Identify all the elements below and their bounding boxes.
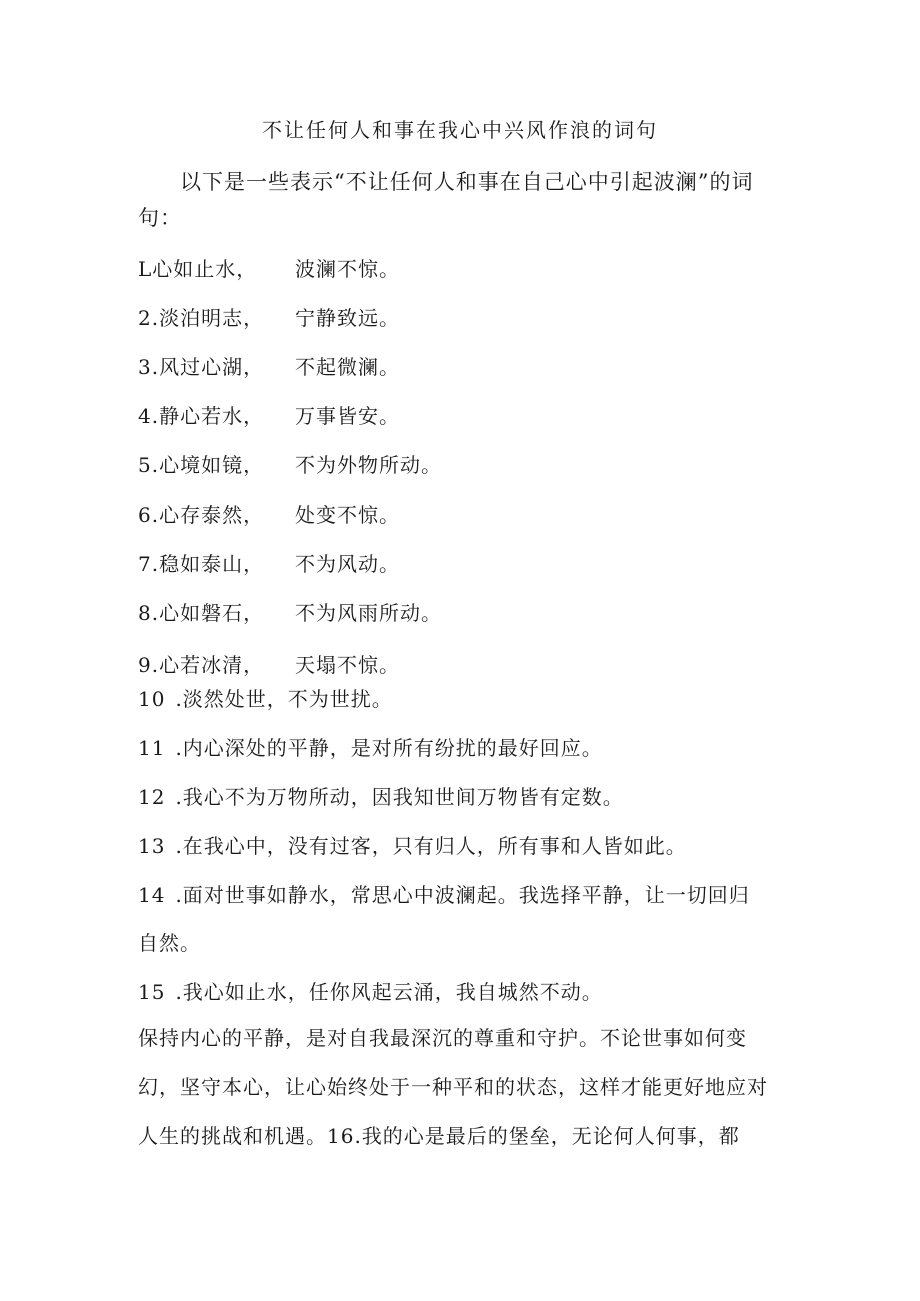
closing-paragraph: 保持内心的平静，是对自我最深沉的尊重和守护。不论世事如何变幻，坚守本心，让心始终处于一种平和的状态，这样才能更好地应对人生的挑战和机遇。16.我的心是最后的堡垒，无论何人何事，都 — [138, 1026, 768, 1148]
item-text: 自然。 — [138, 931, 201, 955]
list-item — [138, 303, 400, 333]
item-text: .我心不为万物所动，因我知世间万物皆有定数。 — [175, 785, 624, 809]
item-phrase-b: 不为风动。 — [295, 552, 400, 576]
item-number: 4. — [138, 404, 160, 428]
list-item — [138, 831, 687, 861]
list-item — [138, 500, 400, 530]
item-phrase-a: 稳如泰山， — [159, 552, 265, 576]
item-text: .我心如止水，任你风起云涌，我自城然不动。 — [175, 980, 603, 1004]
list-item — [138, 598, 442, 628]
item-phrase-b: 不为风雨所动。 — [295, 601, 442, 625]
list-item-continuation — [138, 928, 201, 958]
item-phrase-a: 心存泰然， — [159, 503, 265, 527]
item-number: 7. — [138, 552, 160, 576]
item-number: 9. — [138, 653, 160, 677]
item-phrase-b: 处变不惊。 — [295, 503, 400, 527]
item-text: .内心深处的平静，是对所有纷扰的最好回应。 — [175, 736, 603, 760]
list-item — [138, 782, 624, 812]
item-text: .在我心中，没有过客，只有归人，所有事和人皆如此。 — [175, 834, 687, 858]
list-item — [138, 450, 442, 480]
item-number: 10 — [138, 687, 166, 711]
item-text: .淡然处世，不为世扰。 — [175, 687, 393, 711]
item-number: 8. — [138, 601, 160, 625]
item-number: 12 — [138, 785, 166, 809]
item-phrase-a: 心如止水， — [152, 257, 258, 281]
item-number: 2. — [138, 306, 160, 330]
item-phrase-b: 宁静致远。 — [295, 306, 400, 330]
item-phrase-b: 不为外物所动。 — [295, 453, 442, 477]
item-number: 13 — [138, 834, 166, 858]
item-phrase-a: 静心若水， — [159, 404, 265, 428]
item-number: 5. — [138, 453, 160, 477]
list-item — [138, 549, 400, 579]
list-item — [138, 401, 400, 431]
item-text: .面对世事如静水，常思心中波澜起。我选择平静，让一切回归 — [175, 883, 750, 907]
intro-paragraph — [138, 164, 778, 236]
item-phrase-b: 万事皆安。 — [295, 404, 400, 428]
item-number: 11 — [138, 736, 166, 760]
item-number: 3. — [138, 355, 160, 379]
list-item — [138, 977, 603, 1007]
list-item-clipped — [138, 650, 400, 677]
item-number: 15 — [138, 980, 166, 1004]
item-number: 14 — [138, 883, 166, 907]
item-phrase-a: 风过心湖， — [159, 355, 265, 379]
item-phrase-a: 心境如镜， — [159, 453, 265, 477]
list-item — [138, 880, 750, 910]
page-title: 不让任何人和事在我心中兴风作浪的词句 — [262, 118, 658, 142]
item-phrase-b: 天塌不惊。 — [295, 653, 400, 677]
list-item — [138, 254, 400, 284]
item-phrase-a: 心如磐石， — [159, 601, 265, 625]
item-number: 6. — [138, 503, 160, 527]
item-phrase-b: 不起微澜。 — [295, 355, 400, 379]
item-phrase-a: 淡泊明志， — [159, 306, 265, 330]
intro-text: 以下是一些表示“不让任何人和事在自己心中引起波澜”的词句： — [138, 170, 754, 230]
item-number: L — [138, 257, 153, 281]
item-phrase-a: 心若冰清， — [159, 653, 265, 677]
list-item — [138, 352, 400, 382]
list-item — [138, 684, 393, 714]
list-item — [138, 733, 603, 763]
item-phrase-b: 波澜不惊。 — [295, 257, 400, 281]
